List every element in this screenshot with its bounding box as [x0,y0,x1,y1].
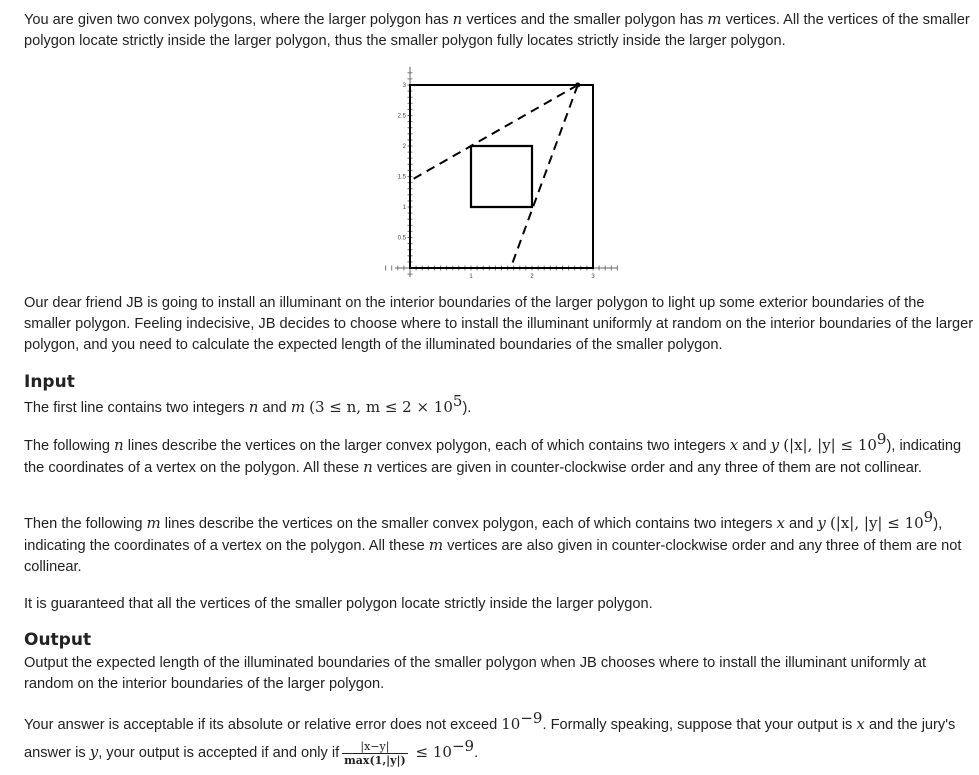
math-var-n: n [248,398,259,416]
input-heading: Input [24,372,75,392]
intro-paragraph [24,9,974,52]
input-paragraph-3 [24,508,974,578]
intro-text: vertices. All the vertices of the smaller polygon locate strictly inside the larger polygon, thus the smaller polygon fully locates strictly inside the larger polygon. [24,12,970,49]
text: ). [462,400,472,416]
math-var-x: x [729,436,739,454]
text: ), indicating the coordinates of a vertex on the polygon. All these [24,438,962,476]
axis-tick-label: 0.5 [397,235,406,242]
axis-tick-label: 1.5 [397,174,406,181]
axis-ticks [386,67,618,277]
text: , your output is accepted if and only if [98,745,340,761]
output-heading: Output [24,630,92,650]
error-fraction [342,740,408,767]
text: lines describe the vertices on the larger convex polygon, each of which contains two integers [123,438,730,454]
input-paragraph-1 [24,392,974,419]
math-var-y: y [770,436,780,454]
math-var-y: y [89,743,99,761]
text: Your answer is acceptable if its absolute or relative error does not exceed [24,717,502,733]
light-rays [410,85,578,268]
text: lines describe the vertices on the smaller convex polygon, each of which contains two integers [160,516,777,532]
math-constraint: (|x|, |y| ≤ 10 [783,436,877,454]
text: . [474,745,479,761]
axis-tick-label: 3 [591,274,595,280]
fraction-denominator: max(1,|y|) [344,753,406,767]
text: The first line contains two integers [24,400,249,416]
math-var-n: n [452,10,463,28]
axis-tick-label: 2 [402,144,406,150]
math-var-m: m [146,514,161,532]
math-constraint: (3 ≤ n, m ≤ 2 × 10 [309,398,453,416]
fraction-numerator: |x−y| [342,740,408,754]
math-relation: ≤ 10 [410,743,452,761]
math-exponent: 9 [876,430,887,449]
text: and [258,400,291,416]
text: ), indicating the coordinates of a vertex on the polygon. All these [24,516,943,554]
math-var-n: n [363,458,373,476]
text: vertices are also given in counter-clockwise order and any three of them are not collinear. [24,538,962,575]
math-var-m: m [290,398,306,416]
math-var-x: x [776,514,785,532]
outer-polygon [410,85,593,268]
intro-text: You are given two convex polygons, where the larger polygon has [24,12,453,28]
axis-tick-label: 1 [469,274,473,280]
light-ray [511,85,578,268]
inner-polygon [471,146,532,207]
math-exponent: 5 [452,392,463,411]
math-value: 10 [501,715,521,733]
math-exponent: 9 [923,508,934,527]
text: and the jury's answer is [24,717,956,761]
story-paragraph: Our dear friend JB is going to install an illuminant on the interior boundaries of the larger polygon to light up some exterior boundaries of the smaller polygon. Feeling indecisive, JB decides to choose where to install the illuminant uniformly at random on the interior boundaries of the larger polygon, and you need to calculate the expected length of the illuminated boundaries of the smaller polygon. [24,295,974,353]
math-exponent: −9 [451,737,475,756]
axis-tick-label: 2 [530,274,534,280]
text: and [784,516,818,532]
math-var-x: x [856,715,865,733]
input-paragraph-2 [24,430,974,479]
output-paragraph-2 [24,711,974,767]
math-var-n: n [114,436,124,454]
axis-labels [398,83,596,280]
math-constraint: (|x|, |y| ≤ 10 [829,514,924,532]
math-var-m: m [707,10,722,28]
axis-tick-label: 1 [402,205,406,211]
text: The following [24,438,115,454]
math-var-m: m [428,536,444,554]
axis-tick-label: 3 [402,83,406,89]
math-var-y: y [817,514,826,532]
polygon-figure [370,65,640,285]
input-paragraph-4: It is guaranteed that all the vertices of the smaller polygon locate strictly inside the larger polygon. [24,596,653,612]
illuminant-point [575,83,580,88]
text: and [738,438,771,454]
output-paragraph-1: Output the expected length of the illuminated boundaries of the smaller polygon when JB chooses where to install the illuminant uniformly at random on the interior boundaries of the larger polygon. [24,655,927,692]
math-exponent: −9 [520,709,543,728]
axis-tick-label: 2.5 [397,113,406,120]
text: . Formally speaking, suppose that your output is [542,717,857,733]
text: vertices are given in counter-clockwise order and any three of them are not collinear. [372,460,922,476]
light-ray [410,85,578,181]
text: Then the following [24,516,147,532]
intro-text: vertices and the smaller polygon has [462,12,708,28]
